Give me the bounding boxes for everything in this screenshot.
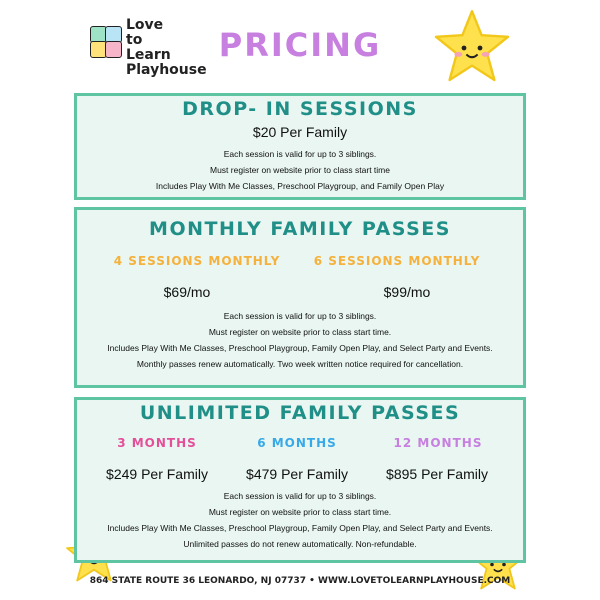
unlimited-note: Each session is valid for up to 3 siblings.	[223, 491, 377, 501]
dropin-card	[74, 93, 526, 200]
dropin-note: Each session is valid for up to 3 siblings.	[223, 149, 377, 159]
unlimited-note: Must register on website prior to class start time.	[208, 507, 392, 517]
unlimited-title: UNLIMITED FAMILY PASSES	[139, 402, 461, 424]
unlimited-option-3: 3 MONTHS	[117, 436, 197, 450]
dropin-title: DROP- IN SESSIONS	[182, 98, 418, 120]
monthly-note: Includes Play With Me Classes, Preschool Playgroup, Family Open Play, and Select Party and Events.	[107, 343, 493, 353]
monthly-price-4: $69/mo	[163, 284, 211, 300]
monthly-note: Must register on website prior to class start time.	[208, 327, 392, 337]
footer-address: 864 STATE ROUTE 36 LEONARDO, NJ 07737 • WWW.LOVETOLEARNPLAYHOUSE.COM	[89, 576, 511, 586]
unlimited-note: Unlimited passes do not renew automatically. Non-refundable.	[183, 539, 417, 549]
unlimited-card	[74, 397, 526, 563]
dropin-note: Must register on website prior to class start time	[210, 165, 390, 175]
monthly-note: Monthly passes renew automatically. Two week written notice required for cancellation.	[136, 359, 464, 369]
monthly-price-6: $99/mo	[383, 284, 431, 300]
unlimited-price-3: $249 Per Family	[106, 466, 208, 482]
logo-line-1: Love	[126, 17, 164, 33]
page-title: PRICING	[218, 26, 382, 64]
monthly-option-6: 6 SESSIONS MONTHLY	[313, 254, 481, 268]
logo-line-2: to	[126, 32, 143, 48]
unlimited-option-12: 12 MONTHS	[393, 436, 483, 450]
unlimited-price-12: $895 Per Family	[386, 466, 488, 482]
logo-line-3: Learn	[126, 47, 171, 63]
dropin-price: $20 Per Family	[252, 124, 348, 140]
star-smiley-icon	[432, 8, 512, 84]
dropin-note: Includes Play With Me Classes, Preschool Playgroup, and Family Open Play	[155, 181, 445, 191]
unlimited-price-6: $479 Per Family	[246, 466, 348, 482]
unlimited-option-6: 6 MONTHS	[257, 436, 337, 450]
monthly-title: MONTHLY FAMILY PASSES	[149, 218, 451, 240]
unlimited-note: Includes Play With Me Classes, Preschool Playgroup, Family Open Play, and Select Party and Events.	[107, 523, 493, 533]
monthly-card	[74, 207, 526, 388]
logo-line-4: Playhouse	[126, 62, 207, 78]
monthly-note: Each session is valid for up to 3 siblings.	[223, 311, 377, 321]
monthly-option-4: 4 SESSIONS MONTHLY	[113, 254, 281, 268]
